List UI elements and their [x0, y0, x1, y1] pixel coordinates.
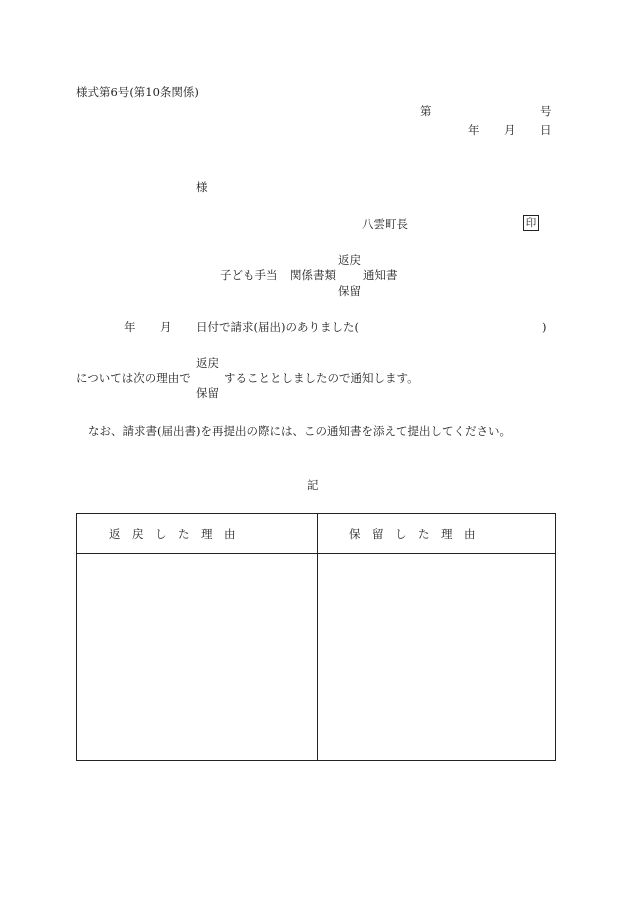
hold-reason-header: 保 留 し た 理 由	[349, 527, 476, 541]
ki-heading: 記	[307, 478, 319, 492]
return-reason-header: 返 戻 し た 理 由	[109, 527, 236, 541]
hold-reason-cell[interactable]	[318, 554, 555, 760]
form-number: 様式第6号(第10条関係)	[76, 85, 199, 99]
addressee-suffix: 様	[196, 180, 208, 194]
date-year: 年	[468, 123, 480, 137]
title-prefix: 子ども手当	[220, 268, 278, 282]
body-request-text: 日付で請求(届出)のありました(	[196, 320, 359, 334]
reasons-table	[76, 513, 556, 761]
body-option-hold: 保留	[196, 386, 219, 400]
title-option-return: 返戻	[338, 253, 361, 267]
title-suffix: 通知書	[363, 268, 398, 282]
body-year: 年	[124, 320, 136, 334]
resubmission-note: なお、請求書(届出書)を再提出の際には、この通知書を添えて提出してください。	[88, 424, 511, 438]
body-option-return: 返戻	[196, 356, 219, 370]
body-month: 月	[160, 320, 172, 334]
date-day: 日	[540, 123, 552, 137]
body-reason-text: については次の理由で	[76, 371, 191, 385]
title-docs: 関係書類	[290, 268, 336, 282]
body-notify-text: することとしましたので通知します。	[224, 371, 419, 385]
date-month: 月	[504, 123, 516, 137]
title-option-hold: 保留	[338, 284, 361, 298]
issuer-title: 八雲町長	[362, 217, 408, 231]
doc-number-suffix: 号	[540, 104, 552, 118]
seal-mark: 印	[523, 215, 539, 231]
return-reason-cell[interactable]	[77, 554, 317, 760]
doc-number-prefix: 第	[420, 104, 432, 118]
body-close-paren: )	[542, 320, 547, 334]
